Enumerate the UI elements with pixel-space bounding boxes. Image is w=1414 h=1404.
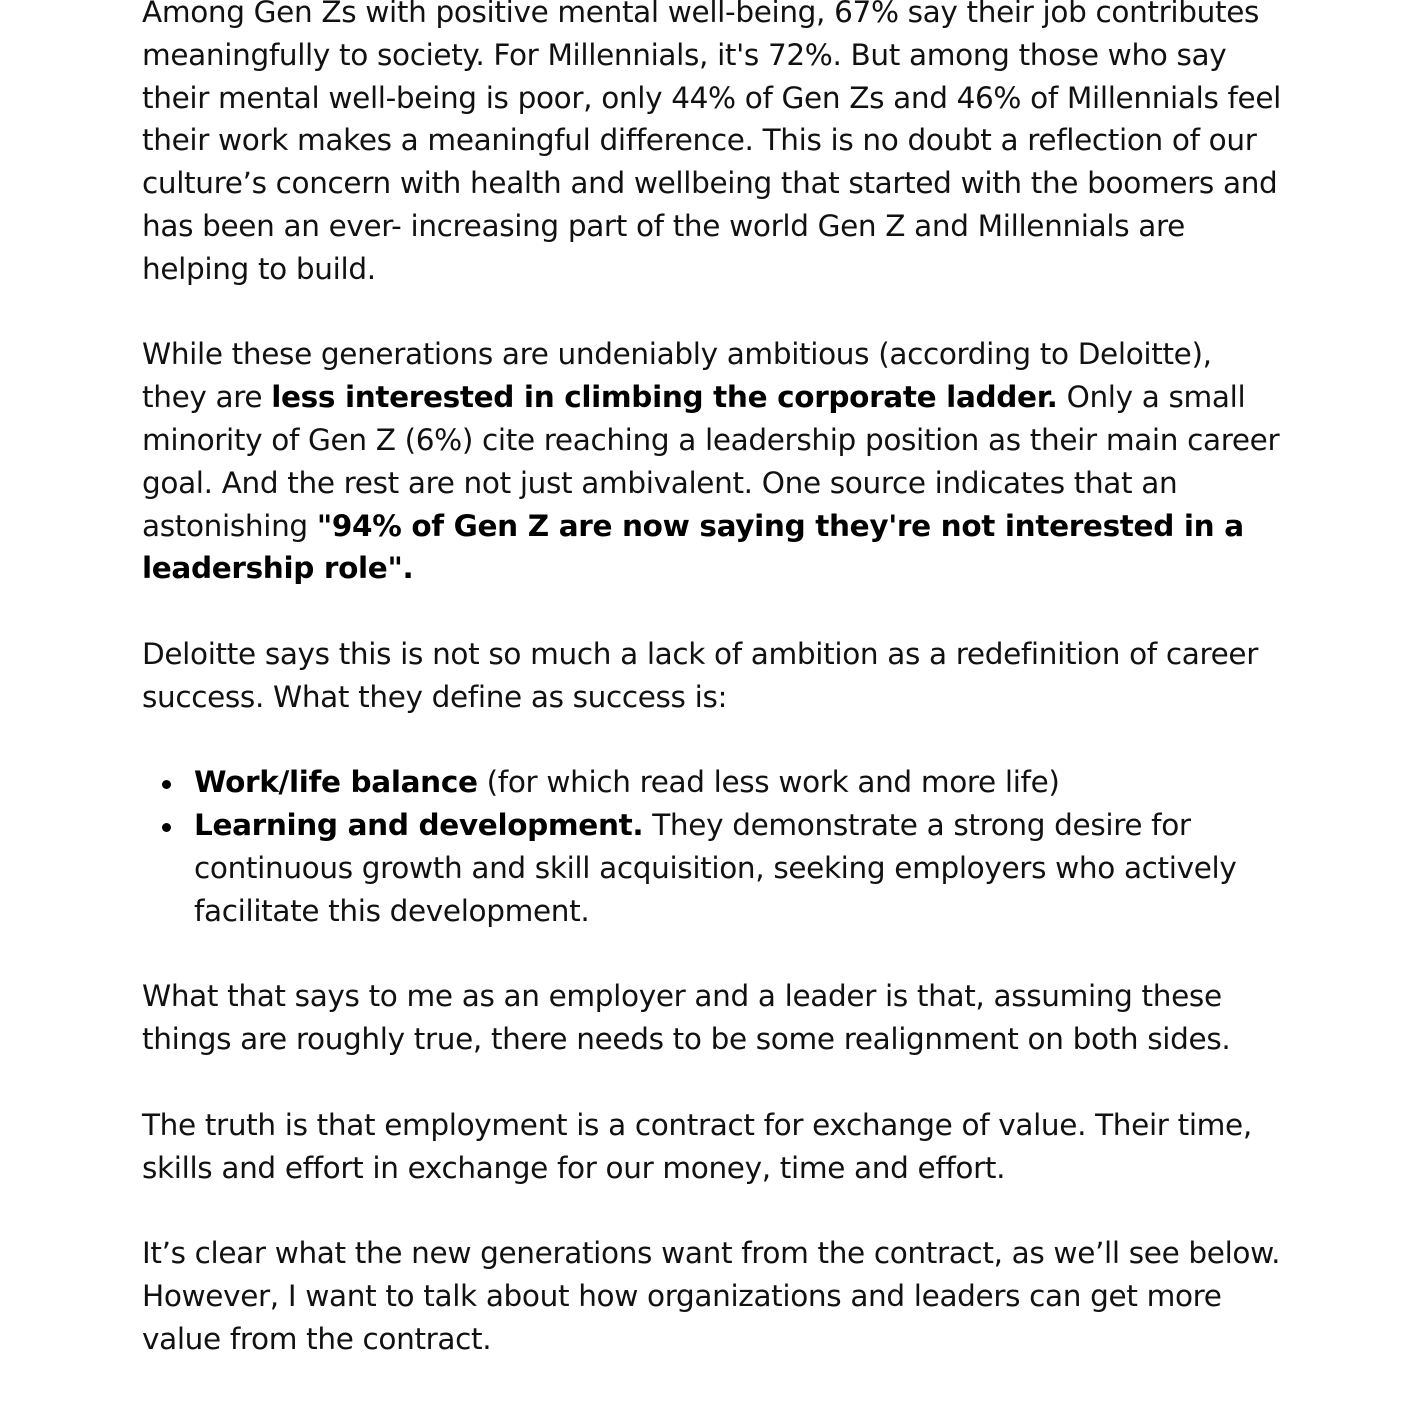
paragraph-text: Only a small minority of Gen Z (6%) cite reaching a leadership position as their main career goal. And the rest are not just ambivalent. One source indicates that an astonishing: [142, 380, 1280, 543]
list-item: [194, 804, 1282, 932]
list-item-title: Learning and development.: [194, 808, 644, 843]
paragraph-employer-view: What that says to me as an employer and a leader is that, assuming these things are roughly true, there needs to be some realignment on both sides.: [142, 979, 1231, 1057]
paragraph-text: While these generations are undeniably ambitious (according to Deloitte), they are: [142, 337, 1212, 415]
article-body: [142, 0, 1282, 1361]
list-item-title: Work/life balance: [194, 765, 478, 800]
paragraph-employment-contract: The truth is that employment is a contract for exchange of value. Their time, skills and effort in exchange for our money, time and effort.: [142, 1107, 1252, 1185]
success-list: [142, 761, 1282, 932]
list-item-text: (for which read less work and more life): [477, 765, 1060, 800]
emphasis-quote-94-percent: "94% of Gen Z are now saying they're not interested in a leadership role".: [142, 508, 1244, 586]
paragraph-leadership-interest: [142, 333, 1282, 590]
paragraph-contract-value: It’s clear what the new generations want from the contract, as we’ll see below. However, I want to talk about how organizations and leaders can get more value from the contract.: [142, 1236, 1281, 1356]
bullet-icon: [162, 780, 171, 789]
paragraph-career-success: Deloitte says this is not so much a lack of ambition as a redefinition of career success. What they define as success is:: [142, 636, 1258, 714]
paragraph-mental-wellbeing: Among Gen Zs with positive mental well-being, 67% say their job contributes meaningfully to society. For Millennials, it's 72%. But among those who say their mental well-being is poor, only 44% of Gen Zs and 46% of Millennials feel their work makes a meaningful difference. This is no doubt a reflection of our culture’s concern with health and wellbeing that started with the boomers and has been an ever- increasing part of the world Gen Z and Millennials are helping to build.: [142, 0, 1281, 286]
list-item: [194, 761, 1282, 804]
bullet-icon: [162, 823, 171, 832]
list-item-text: They demonstrate a strong desire for continuous growth and skill acquisition, seeking employers who actively facilitate this development.: [194, 808, 1237, 928]
emphasis-corporate-ladder: less interested in climbing the corporate ladder.: [271, 380, 1058, 415]
